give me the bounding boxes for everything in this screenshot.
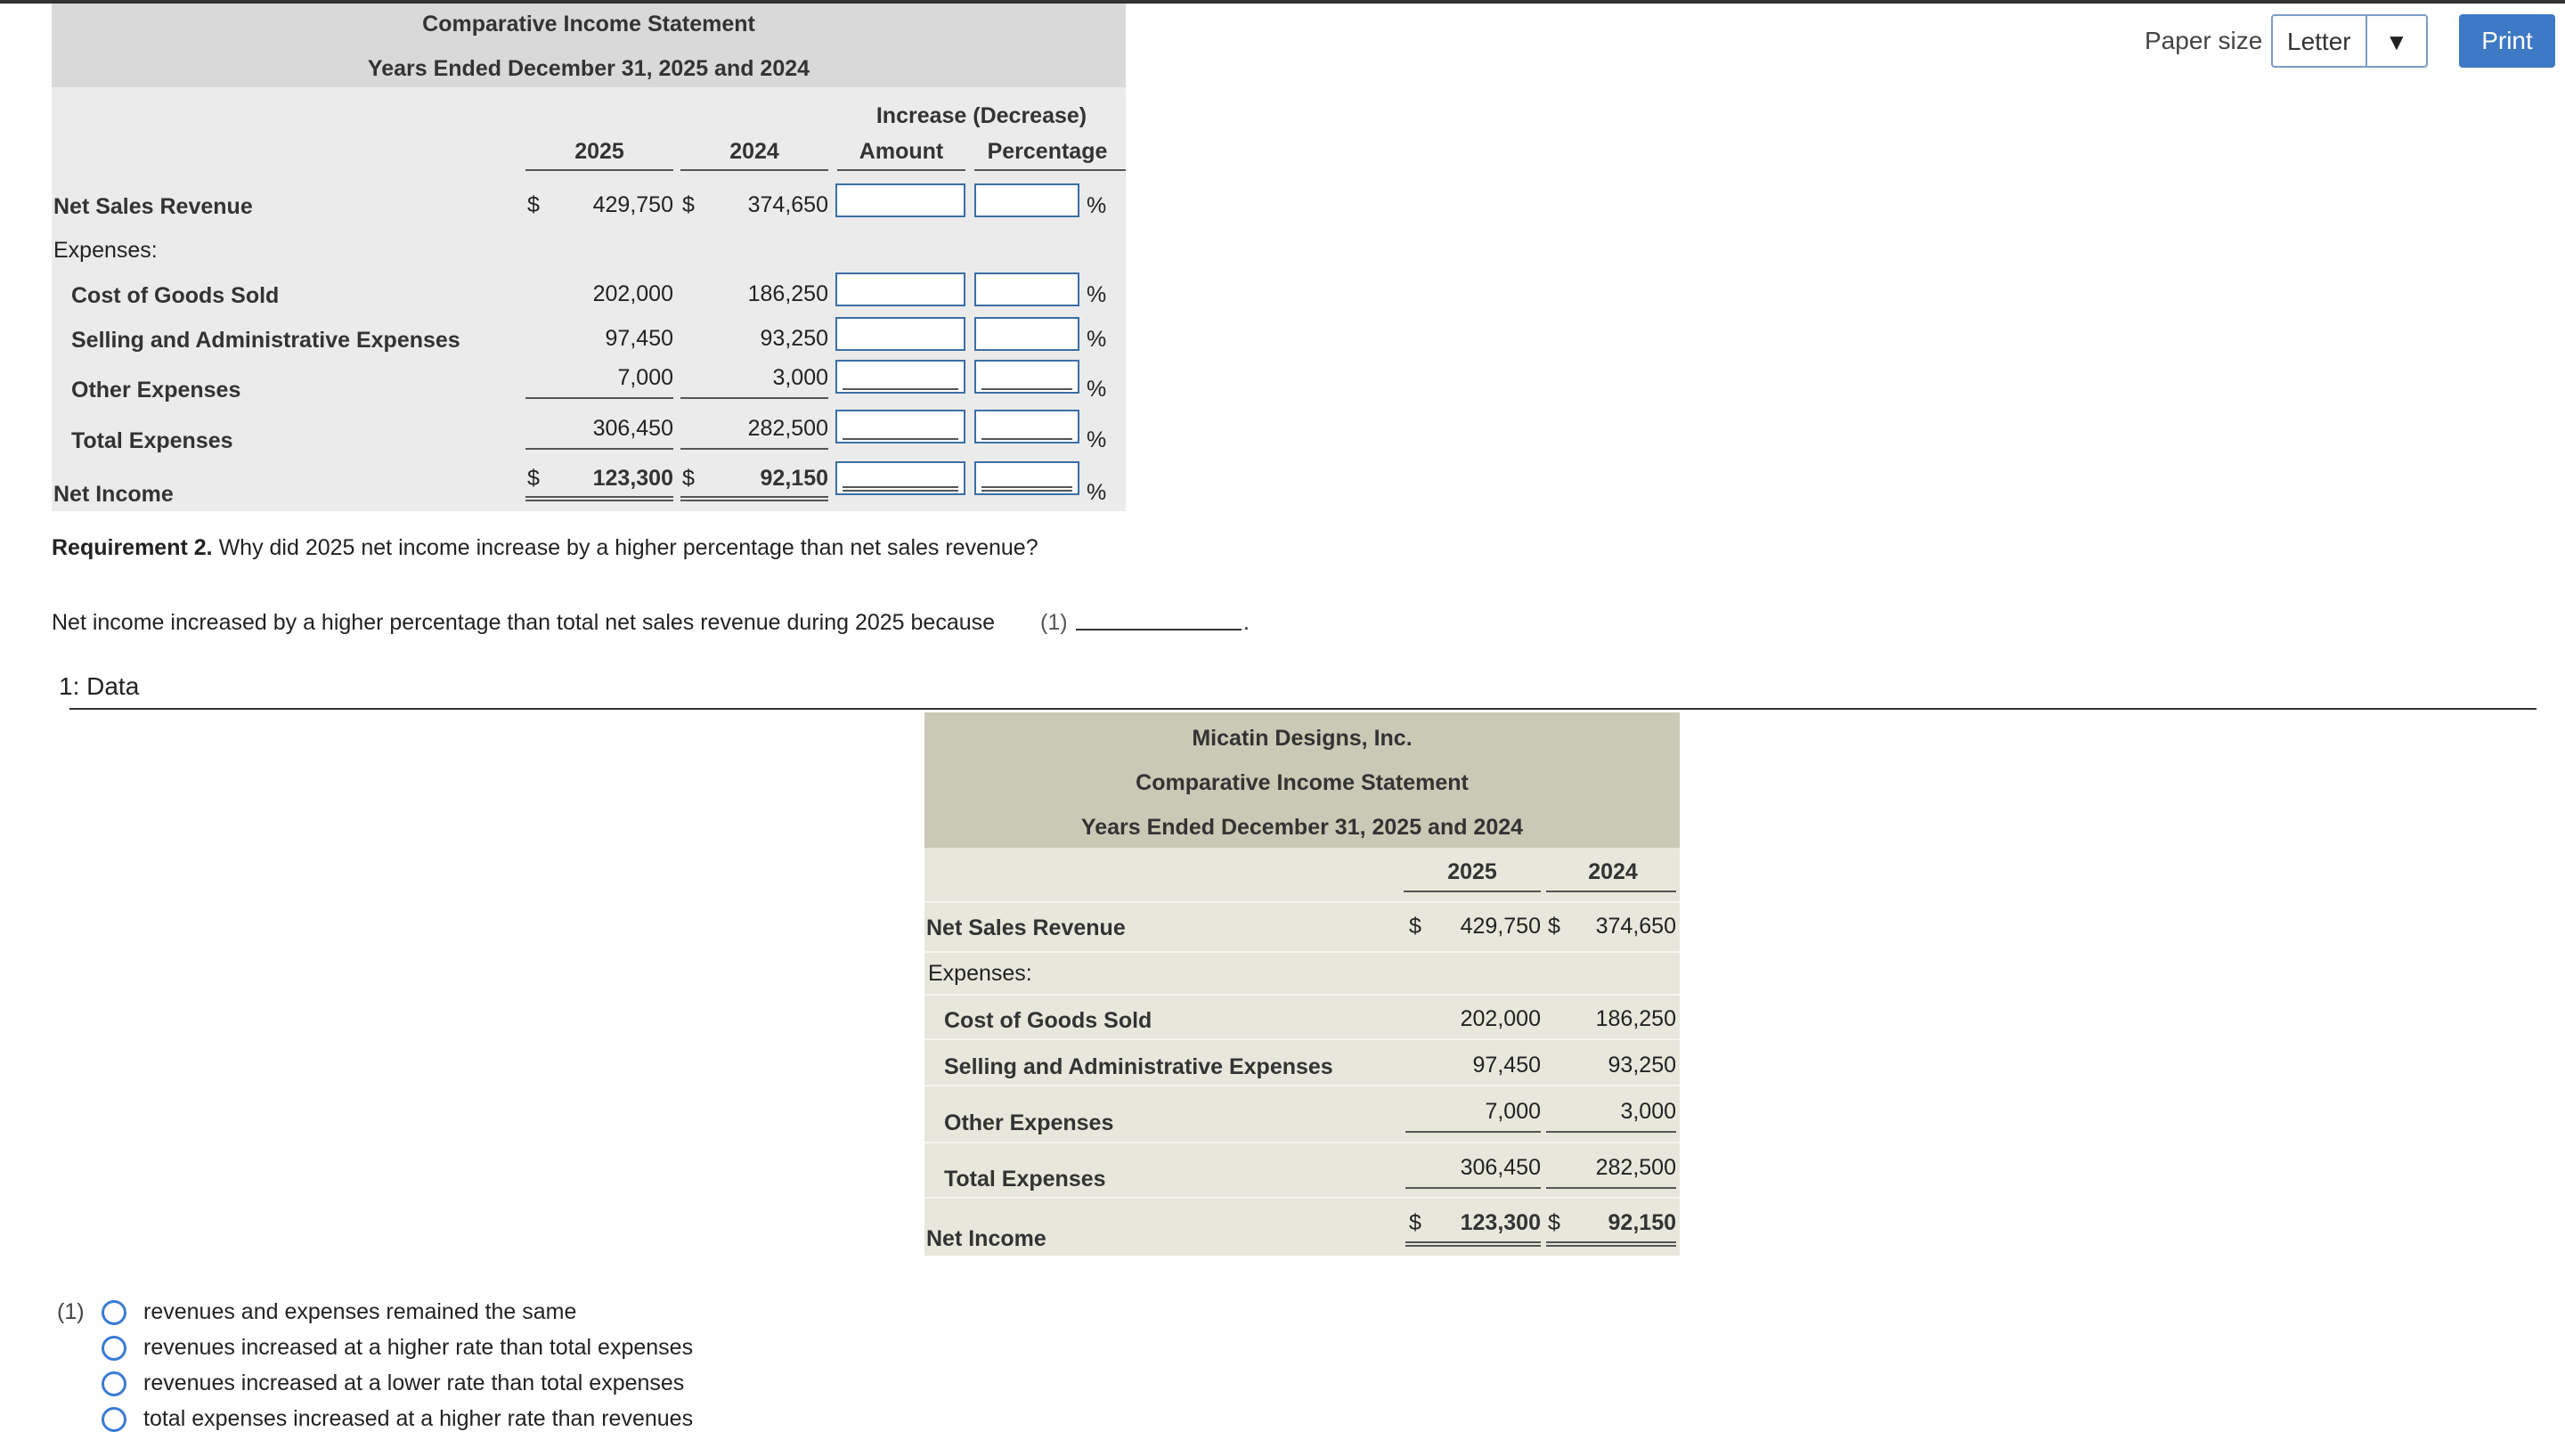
row-net-sales-dollar-2025: $: [527, 192, 540, 217]
paper-size-select[interactable]: [2271, 14, 2428, 68]
data-total-2025-underline: [1405, 1187, 1541, 1189]
total-percent-sign: %: [1087, 427, 1107, 452]
data-row-cogs-2024: 186,250: [1595, 1006, 1676, 1031]
data-row-net-income-dollar-2024: $: [1548, 1210, 1560, 1235]
data-row-sga-2025: 97,450: [1472, 1053, 1541, 1078]
data-row-expenses-label: Expenses:: [928, 961, 1032, 986]
radio-option-1[interactable]: [102, 1300, 126, 1325]
row-net-income-2025: 123,300: [592, 466, 673, 491]
net-sales-percentage-input[interactable]: [974, 183, 1079, 217]
row-net-income-label: Net Income: [53, 482, 174, 507]
net-income-2025-double-underline: [525, 496, 673, 501]
data-section-header: 1: Data: [59, 672, 140, 700]
net-income-percentage-input[interactable]: [974, 461, 1079, 495]
row-total-label: Total Expenses: [71, 428, 233, 453]
other-2025-underline: [525, 397, 673, 399]
cogs-percentage-input[interactable]: [974, 272, 1079, 306]
data-row-cogs-label: Cost of Goods Sold: [944, 1008, 1152, 1033]
requirement-marker: (1): [1040, 610, 1068, 635]
option-4-label[interactable]: total expenses increased at a higher rate than revenues: [143, 1406, 694, 1431]
row-cogs-label: Cost of Goods Sold: [71, 283, 280, 308]
increase-decrease-header: Increase (Decrease): [875, 103, 1087, 128]
data-section-rule: [69, 708, 2536, 710]
data-row-other-label: Other Expenses: [944, 1110, 1114, 1135]
data-row-net-sales-2024: 374,650: [1595, 914, 1676, 939]
col-2024-underline: [680, 169, 828, 171]
row-expenses-label: Expenses:: [53, 238, 158, 263]
statement-title: Comparative Income Statement: [422, 12, 755, 37]
col-2025-header: 2025: [574, 139, 624, 164]
answer-blank[interactable]: [1076, 629, 1242, 630]
cogs-percent-sign: %: [1087, 282, 1107, 307]
data-other-2024-underline: [1546, 1131, 1676, 1133]
total-percentage-input[interactable]: [974, 410, 1079, 443]
row-other-2024: 3,000: [772, 365, 828, 390]
dropdown-arrow-icon: ▼: [2385, 28, 2408, 55]
net-income-amount-input[interactable]: [835, 461, 965, 495]
data-col-2025-header: 2025: [1447, 859, 1497, 884]
statement-subtitle: Years Ended December 31, 2025 and 2024: [367, 56, 810, 81]
col-2025-underline: [525, 169, 673, 171]
requirement-question: Why did 2025 net income increase by a higher percentage than net sales revenue?: [218, 535, 1038, 560]
row-sga-label: Selling and Administrative Expenses: [71, 328, 460, 353]
row-net-income-2024: 92,150: [760, 466, 828, 491]
choices-marker: (1): [57, 1299, 85, 1324]
net-income-percent-sign: %: [1087, 480, 1107, 505]
data-row-other-2024: 3,000: [1620, 1099, 1676, 1124]
data-other-2025-underline: [1405, 1131, 1541, 1133]
data-row-separator: [924, 1085, 1680, 1086]
radio-option-4[interactable]: [102, 1407, 126, 1432]
sga-percentage-input[interactable]: [974, 317, 1079, 351]
data-row-separator: [924, 994, 1680, 996]
net-sales-amount-input[interactable]: [835, 183, 965, 217]
other-percentage-input[interactable]: [974, 360, 1079, 394]
data-statement-title: Comparative Income Statement: [1136, 770, 1469, 795]
row-total-2024: 282,500: [747, 416, 828, 441]
data-net-income-2024-double-underline: [1546, 1241, 1676, 1247]
data-row-sga-2024: 93,250: [1608, 1053, 1676, 1078]
data-company-name: Micatin Designs, Inc.: [1192, 726, 1413, 751]
sga-percent-sign: %: [1087, 327, 1107, 352]
row-net-sales-label: Net Sales Revenue: [53, 194, 253, 219]
requirement-2: [52, 534, 1038, 561]
data-row-net-sales-dollar-2024: $: [1548, 914, 1560, 939]
option-3-label[interactable]: revenues increased at a lower rate than total expenses: [143, 1371, 685, 1395]
col-percentage-underline: [974, 169, 1126, 171]
data-col-2025-underline: [1404, 891, 1541, 892]
row-cogs-2024: 186,250: [747, 281, 828, 306]
data-statement-subtitle: Years Ended December 31, 2025 and 2024: [1080, 815, 1524, 840]
data-total-2024-underline: [1546, 1187, 1676, 1189]
data-row-other-2025: 7,000: [1485, 1099, 1541, 1124]
other-amount-input[interactable]: [835, 360, 965, 394]
row-other-2025: 7,000: [617, 365, 673, 390]
total-amount-input[interactable]: [835, 410, 965, 443]
data-row-net-income-label: Net Income: [926, 1226, 1046, 1251]
data-row-separator: [924, 1197, 1680, 1199]
row-net-sales-dollar-2024: $: [682, 192, 695, 217]
col-amount-header: Amount: [859, 139, 944, 164]
print-button[interactable]: Print: [2459, 14, 2555, 68]
data-row-net-income-2025: 123,300: [1460, 1210, 1541, 1235]
paper-size-label: Paper size: [2145, 27, 2263, 54]
data-row-separator: [924, 1142, 1680, 1143]
data-row-cogs-2025: 202,000: [1460, 1006, 1541, 1031]
col-2024-header: 2024: [729, 139, 779, 164]
requirement-label: Requirement 2.: [52, 535, 213, 560]
sga-amount-input[interactable]: [835, 317, 965, 351]
option-2-label[interactable]: revenues increased at a higher rate than total expenses: [143, 1335, 694, 1360]
select-divider: [2366, 16, 2367, 66]
col-percentage-header: Percentage: [987, 139, 1108, 164]
data-col-2024-underline: [1546, 891, 1676, 892]
data-row-net-sales-dollar-2025: $: [1409, 914, 1421, 939]
radio-option-2[interactable]: [102, 1336, 126, 1361]
data-col-2024-header: 2024: [1588, 859, 1638, 884]
data-row-net-income-2024: 92,150: [1608, 1210, 1676, 1235]
data-row-separator: [924, 951, 1680, 953]
row-net-sales-2025: 429,750: [592, 192, 673, 217]
data-row-net-income-dollar-2025: $: [1409, 1210, 1421, 1235]
row-cogs-2025: 202,000: [592, 281, 673, 306]
net-income-2024-double-underline: [680, 496, 828, 501]
option-1-label[interactable]: revenues and expenses remained the same: [143, 1299, 577, 1324]
other-2024-underline: [680, 397, 828, 399]
row-net-income-dollar-2025: $: [527, 466, 540, 491]
paper-size-value: Letter: [2287, 28, 2351, 55]
data-row-total-2024: 282,500: [1595, 1155, 1676, 1180]
cogs-amount-input[interactable]: [835, 272, 965, 306]
row-sga-2024: 93,250: [760, 326, 828, 351]
data-net-income-2025-double-underline: [1405, 1241, 1541, 1247]
row-net-sales-2024: 374,650: [747, 192, 828, 217]
row-other-label: Other Expenses: [71, 378, 241, 403]
row-sga-2025: 97,450: [605, 326, 673, 351]
total-2024-underline: [680, 448, 828, 450]
net-sales-percent-sign: %: [1087, 193, 1107, 218]
row-net-income-dollar-2024: $: [682, 466, 695, 491]
total-2025-underline: [525, 448, 673, 450]
row-total-2025: 306,450: [592, 416, 673, 441]
data-row-total-2025: 306,450: [1460, 1155, 1541, 1180]
radio-option-3[interactable]: [102, 1371, 126, 1396]
data-row-total-label: Total Expenses: [944, 1167, 1106, 1192]
data-row-separator: [924, 1038, 1680, 1040]
data-row-sga-label: Selling and Administrative Expenses: [944, 1054, 1333, 1079]
requirement-period: .: [1243, 610, 1250, 635]
col-amount-underline: [837, 169, 965, 171]
data-row-net-sales-label: Net Sales Revenue: [926, 915, 1126, 940]
other-percent-sign: %: [1087, 377, 1107, 402]
data-row-net-sales-2025: 429,750: [1460, 914, 1541, 939]
requirement-sentence: Net income increased by a higher percentage than total net sales revenue during 2025 because: [52, 610, 996, 635]
